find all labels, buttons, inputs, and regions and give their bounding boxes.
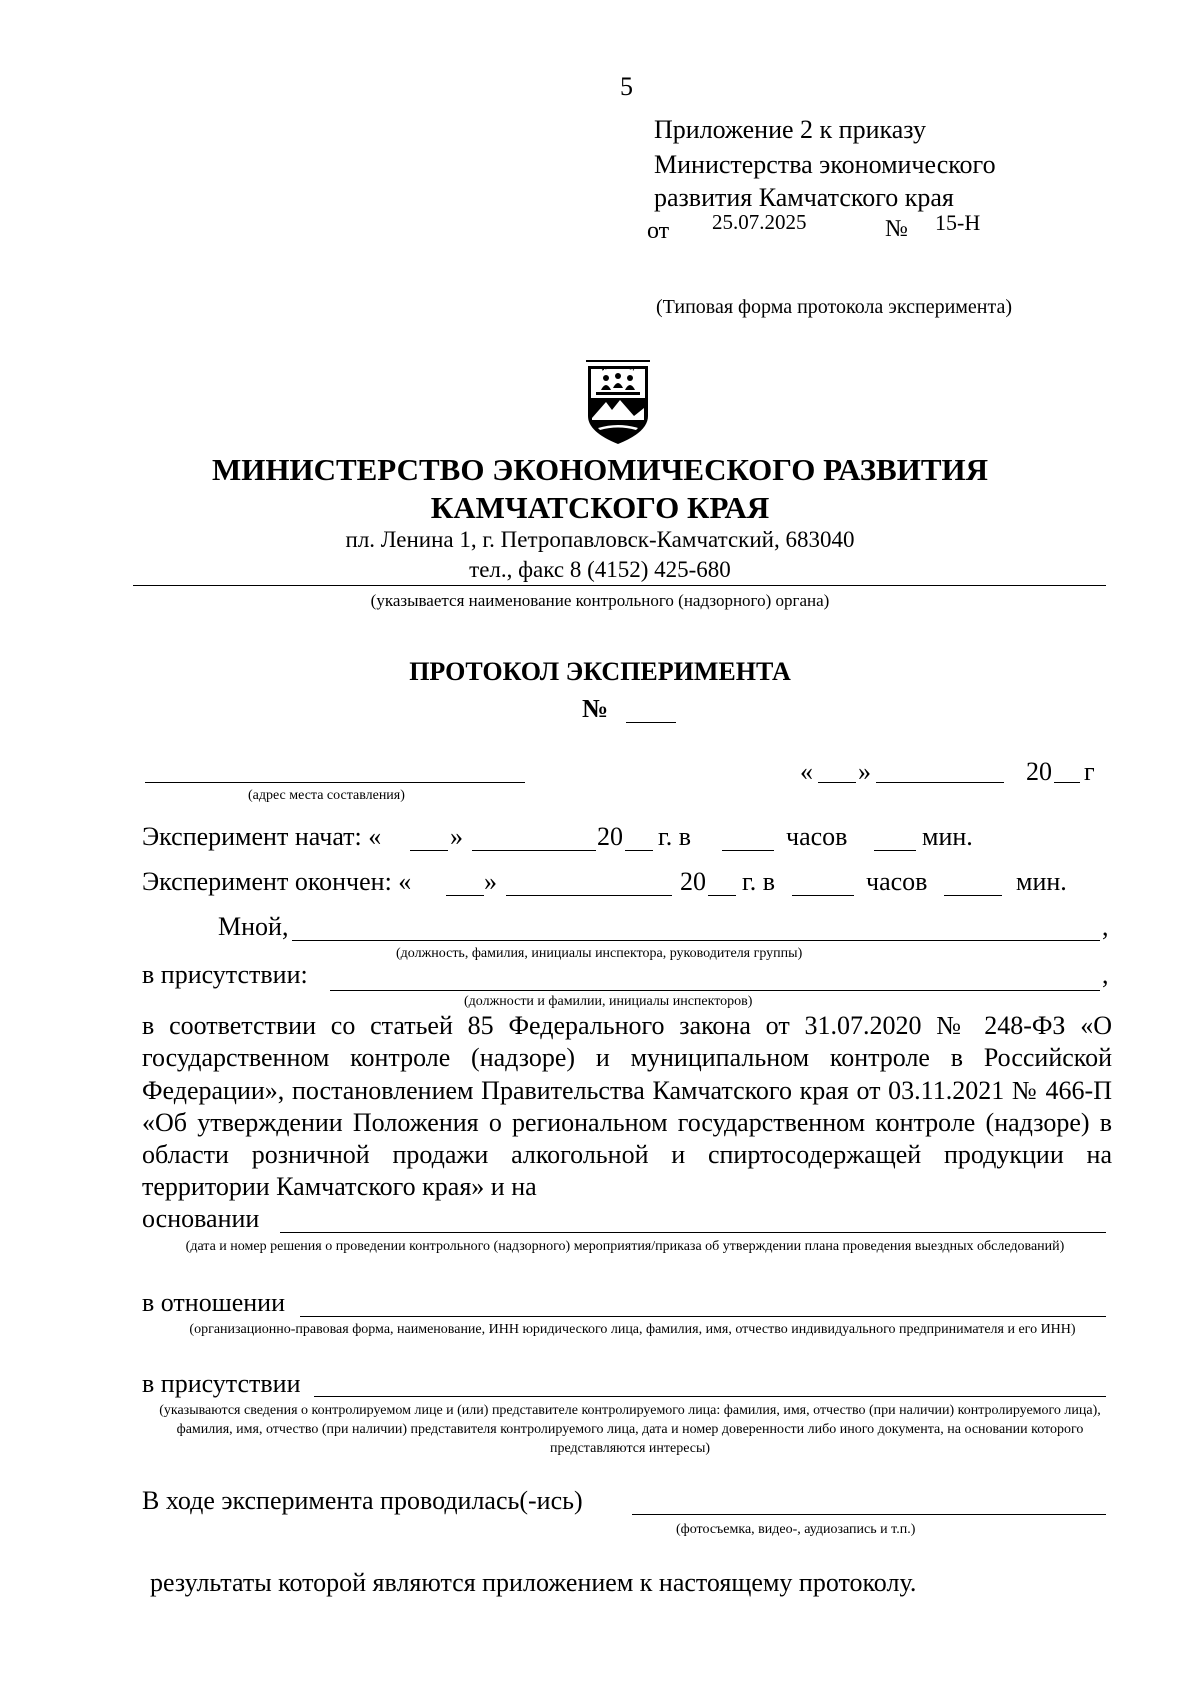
- started-close-quote: »: [450, 822, 463, 851]
- results-text: результаты которой являются приложением к настоящему протоколу.: [150, 1568, 917, 1597]
- date-close-quote: »: [858, 757, 871, 786]
- basis-label: основании: [142, 1204, 260, 1233]
- presence-inspectors-label: в присутствии:: [142, 960, 308, 989]
- basis-note: (дата и номер решения о проведении контрольного (надзорного) мероприятия/приказа об утверждении плана проведения выездных обследований): [185, 1239, 1065, 1254]
- page-number: 5: [620, 72, 633, 101]
- appendix-line-3: развития Камчатского края: [654, 183, 954, 212]
- started-hours-field[interactable]: [722, 850, 774, 851]
- date-year-field[interactable]: [1054, 782, 1080, 783]
- date-month-field[interactable]: [876, 782, 1004, 783]
- started-label: Эксперимент начат: «: [142, 822, 382, 851]
- appendix-date: 25.07.2025: [712, 210, 807, 234]
- legal-basis-paragraph: в соответствии со статьей 85 Федерального закона от 31.07.2020 № 248-ФЗ «О государственном контроле (надзоре) и муниципальном контроле в Российской Федерации», постановлением Правительства Камчатского края от 03.11.2021 № 466-П «Об утверждении Положения о региональном государственном контроле (надзоре) в области розничной продажи алкогольной и спиртосодержащей продукции на территории Камчатского края» и на: [142, 1011, 1112, 1202]
- ended-day-field[interactable]: [446, 895, 484, 896]
- date-year-suffix: г: [1084, 757, 1095, 786]
- started-day-field[interactable]: [410, 850, 448, 851]
- emblem-shield-icon: [582, 358, 654, 448]
- presence-controlled-field[interactable]: [314, 1396, 1106, 1397]
- ended-month-field[interactable]: [506, 895, 672, 896]
- started-minutes-field[interactable]: [874, 850, 916, 851]
- started-year-field[interactable]: [625, 850, 653, 851]
- kamchatka-emblem: [582, 358, 654, 448]
- presence-controlled-label: в присутствии: [142, 1369, 301, 1398]
- ended-hours-label: часов: [866, 867, 928, 896]
- presence-inspectors-comma: ,: [1102, 960, 1109, 989]
- regarding-label: в отношении: [142, 1288, 286, 1317]
- inspector-note: (должность, фамилия, инициалы инспектора, руководителя группы): [396, 946, 803, 961]
- ended-close-quote: »: [484, 867, 497, 896]
- presence-controlled-note: (указываются сведения о контролируемом лице и (или) представителе контролируемого лица: фамилия, имя, отчество (при наличии) контролируемого лица), фамилия, имя, отчество (при наличии) представителя контролируемого лица, дата и номер доверенности либо иного документа, на основании которого представляются интересы): [159, 1403, 1101, 1456]
- ended-year-prefix: 20: [680, 867, 706, 896]
- regarding-note: (организационно-правовая форма, наименование, ИНН юридического лица, фамилия, имя, отчество индивидуального предпринимателя и его ИНН): [189, 1322, 1076, 1337]
- regarding-field[interactable]: [300, 1316, 1106, 1317]
- ended-year-field[interactable]: [708, 895, 736, 896]
- ended-hours-field[interactable]: [792, 895, 854, 896]
- appendix-line-2: Министерства экономического: [654, 150, 996, 179]
- started-g-v: г. в: [658, 822, 692, 851]
- protocol-number-field[interactable]: [626, 722, 676, 723]
- ministry-name-line-1: МИНИСТЕРСТВО ЭКОНОМИЧЕСКОГО РАЗВИТИЯ: [211, 452, 989, 487]
- by-me-comma: ,: [1102, 912, 1109, 941]
- presence-inspectors-field[interactable]: [330, 990, 1100, 991]
- recording-field[interactable]: [632, 1514, 1106, 1515]
- date-year-prefix: 20: [1026, 757, 1052, 786]
- recording-note: (фотосъемка, видео-, аудиозапись и т.п.): [676, 1522, 916, 1537]
- ended-min-label: мин.: [1016, 867, 1067, 896]
- appendix-number-label: №: [885, 216, 908, 242]
- ended-g-v: г. в: [742, 867, 776, 896]
- organ-note: (указывается наименование контрольного (надзорного) органа): [370, 591, 830, 610]
- place-field[interactable]: [145, 782, 525, 783]
- started-hours-label: часов: [786, 822, 848, 851]
- by-me-label: Мной,: [218, 912, 289, 941]
- appendix-from-label: от: [647, 218, 670, 244]
- place-note: (адрес места составления): [248, 788, 405, 803]
- protocol-number-label: №: [582, 694, 609, 723]
- date-day-field[interactable]: [818, 782, 856, 783]
- started-min-label: мин.: [922, 822, 973, 851]
- presence-inspectors-note: (должности и фамилии, инициалы инспекторов): [464, 994, 753, 1009]
- header-divider: [133, 585, 1106, 586]
- date-open-quote: «: [800, 757, 813, 786]
- appendix-line-1: Приложение 2 к приказу: [654, 115, 927, 144]
- inspector-field[interactable]: [292, 940, 1100, 941]
- ministry-address: пл. Ленина 1, г. Петропавловск-Камчатский, 683040: [345, 527, 855, 552]
- recording-label: В ходе эксперимента проводилась(-ись): [142, 1486, 583, 1515]
- basis-field[interactable]: [280, 1232, 1106, 1233]
- ministry-name-line-2: КАМЧАТСКОГО КРАЯ: [430, 490, 770, 525]
- ministry-phone: тел., факс 8 (4152) 425-680: [469, 557, 731, 582]
- started-month-field[interactable]: [472, 850, 596, 851]
- started-year-prefix: 20: [597, 822, 623, 851]
- ended-minutes-field[interactable]: [944, 895, 1002, 896]
- form-type-note: (Типовая форма протокола эксперимента): [656, 296, 1013, 318]
- protocol-title: ПРОТОКОЛ ЭКСПЕРИМЕНТА: [409, 657, 791, 686]
- ended-label: Эксперимент окончен: «: [142, 867, 412, 896]
- appendix-number: 15-Н: [935, 210, 981, 235]
